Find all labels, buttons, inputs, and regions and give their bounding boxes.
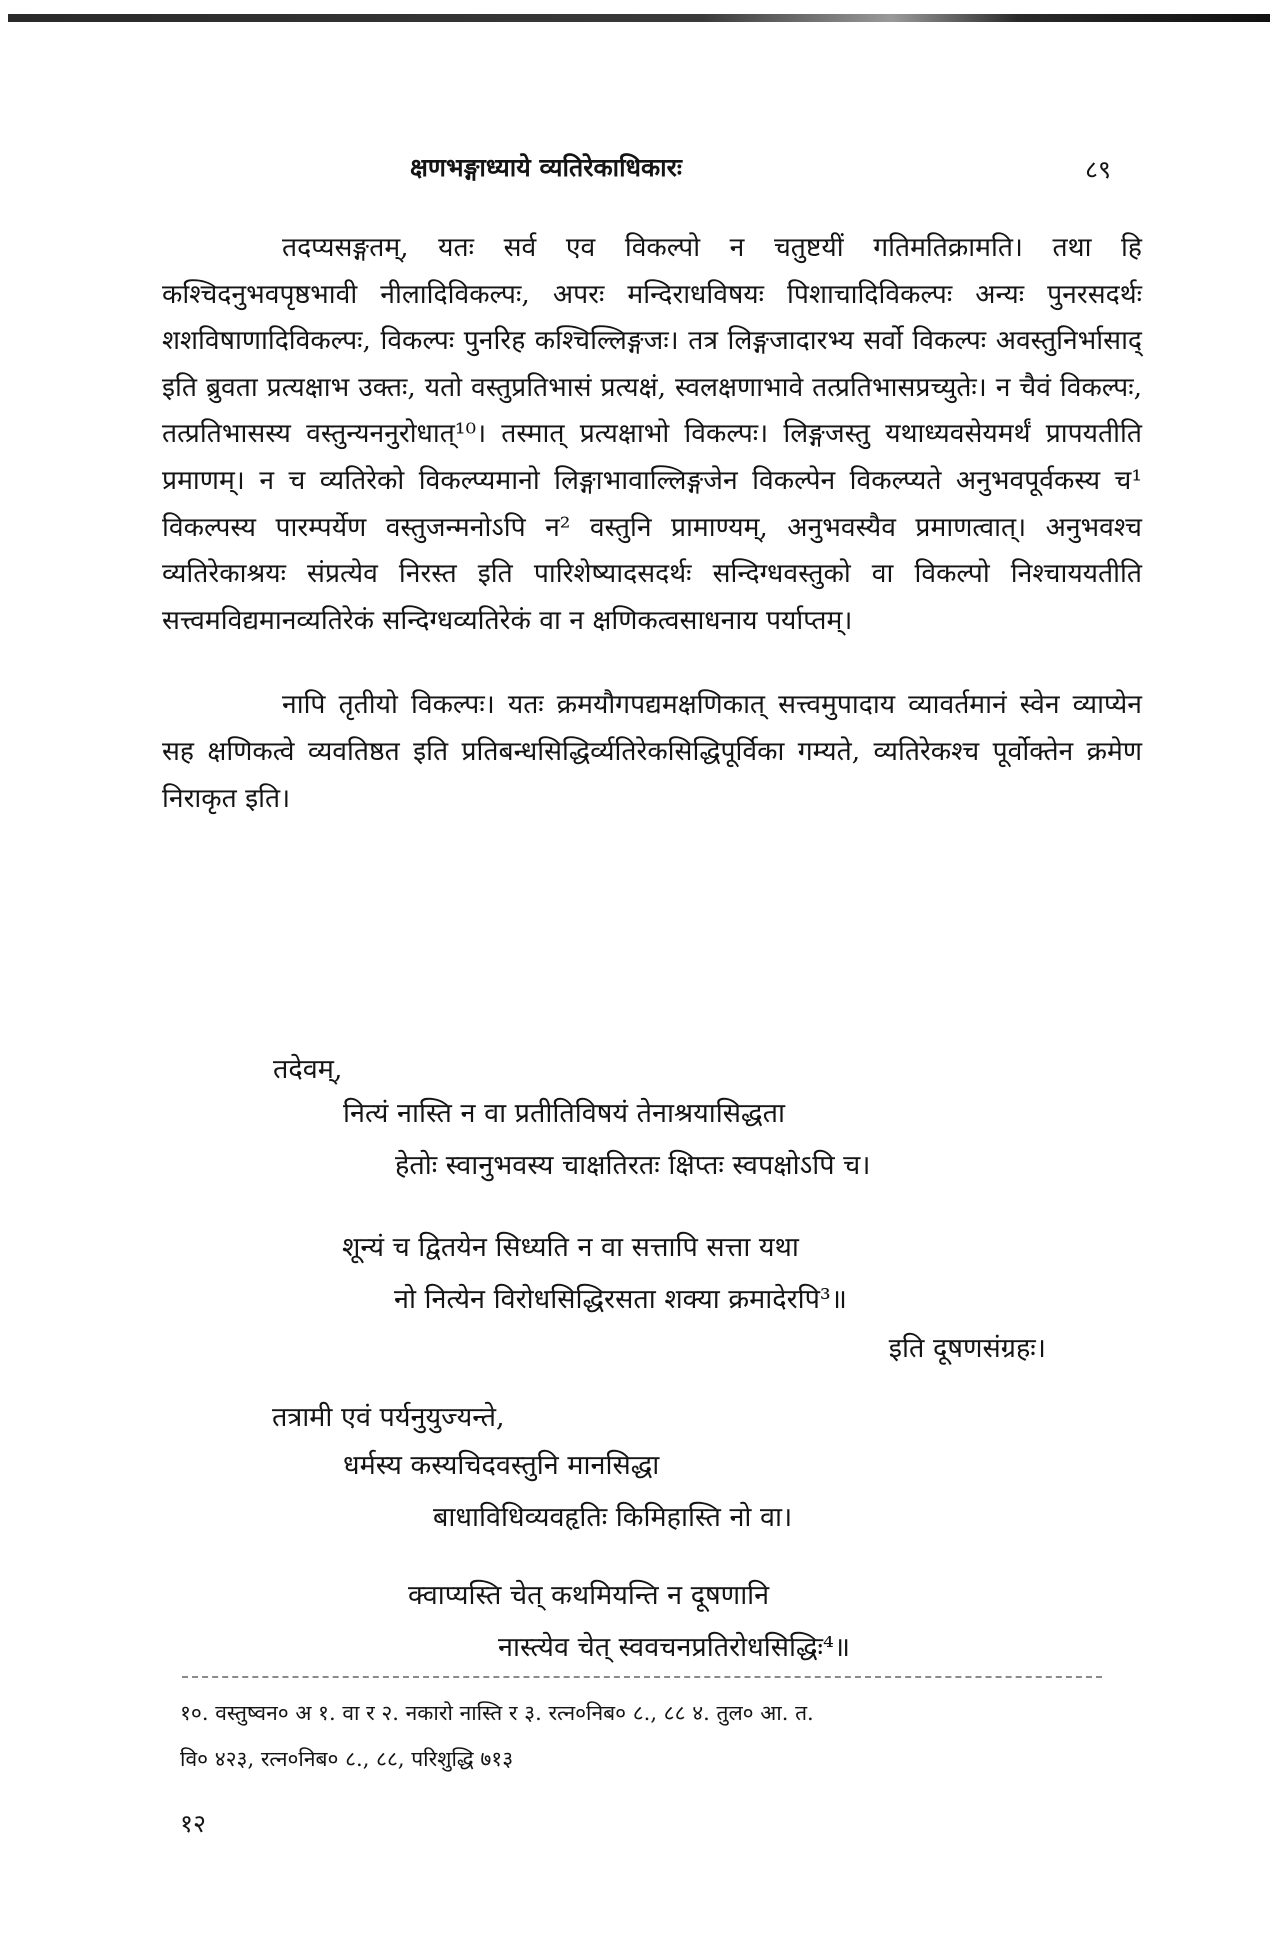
- verse-line: क्वाप्यस्ति चेत् कथमियन्ति न दूषणानि: [408, 1580, 770, 1611]
- conclusion-label: तदेवम्,: [273, 1054, 343, 1085]
- verse-line: हेतोः स्वानुभवस्य चाक्षतिरतः क्षिप्तः स्वपक्षोऽपि च।: [395, 1150, 871, 1181]
- footnotes: [180, 1690, 1140, 1782]
- footnote-line: १०. वस्तुष्वन० अ १. वा र २. नकारो नास्ति र ३. रत्न०निब० ८., ८८ ४. तुल० आ. त.: [180, 1701, 814, 1725]
- top-border-rule: [8, 14, 1270, 22]
- footnote-line: वि० ४२३, रत्न०निब० ८., ८८, परिशुद्धि ७१३: [180, 1747, 514, 1771]
- verse-line: नो नित्येन विरोधसिद्धिरसता शक्या क्रमादेरपि³॥: [394, 1284, 847, 1315]
- verse-line: बाधाविधिव्यवहृतिः किमिहास्ति नो वा।: [433, 1502, 793, 1533]
- signature-mark: १२: [180, 1809, 207, 1838]
- running-head: क्षणभङ्गाध्याये व्यतिरेकाधिकारः: [410, 153, 682, 182]
- verse-3: [343, 1440, 792, 1544]
- verse-line: धर्मस्य कस्यचिदवस्तुनि मानसिद्धा: [343, 1450, 660, 1481]
- colophon: इति दूषणसंग्रहः।: [888, 1333, 1046, 1364]
- verse-4: [408, 1570, 850, 1674]
- verse-line: नित्यं नास्ति न वा प्रतीतिविषयं तेनाश्रयासिद्धता: [343, 1098, 785, 1129]
- verse-line: शून्यं च द्वितयेन सिध्यति न वा सत्तापि सत्ता यथा: [342, 1232, 799, 1263]
- footnote-divider: [182, 1676, 1102, 1678]
- objection-intro: तत्रामी एवं पर्यनुयुज्यन्ते,: [272, 1402, 505, 1433]
- verse-1: [343, 1088, 871, 1192]
- page-header: [0, 150, 1284, 190]
- page-number: ८९: [1085, 155, 1112, 184]
- main-text: [162, 225, 1142, 822]
- paragraph-2: नापि तृतीयो विकल्पः। यतः क्रमयौगपद्यमक्षणिकात् सत्त्वमुपादाय व्यावर्तमानं स्वेन व्याप्येन सह क्षणिकत्वे व्यवतिष्ठत इति प्रतिबन्धसिद्धिर्व्यतिरेकसिद्धिपूर्विका गम्यते, व्यतिरेकश्च पूर्वोक्तेन क्रमेण निराकृत इति।: [162, 689, 1142, 814]
- verse-2: [342, 1222, 847, 1326]
- verse-line: नास्त्येव चेत् स्ववचनप्रतिरोधसिद्धिः⁴॥: [498, 1632, 850, 1663]
- paragraph-1: तदप्यसङ्गतम्, यतः सर्व एव विकल्पो न चतुष्टयीं गतिमतिक्रामति। तथा हि कश्चिदनुभवपृष्ठभावी नीलादिविकल्पः, अपरः मन्दिराधविषयः पिशाचादिविकल्पः अन्यः पुनरसदर्थः शशविषाणादिविकल्पः, विकल्पः पुनरिह कश्चिल्लिङ्गजः। तत्र लिङ्गजादारभ्य सर्वो विकल्पः अवस्तुनिर्भासाद् इति ब्रुवता प्रत्यक्षाभ उक्तः, यतो वस्तुप्रतिभासं प्रत्यक्षं, स्वलक्षणाभावे तत्प्रतिभासप्रच्युतेः। न चैवं विकल्पः, तत्प्रतिभासस्य वस्तुन्यननुरोधात्¹⁰। तस्मात् प्रत्यक्षाभो विकल्पः। लिङ्गजस्तु यथाध्यवसेयमर्थं प्रापयतीति प्रमाणम्। न च व्यतिरेको विकल्प्यमानो लिङ्गाभावाल्लिङ्गजेन विकल्पेन विकल्प्यते अनुभवपूर्वकस्य च¹ विकल्पस्य पारम्पर्येण वस्तुजन्मनोऽपि न² वस्तुनि प्रामाण्यम्, अनुभवस्यैव प्रमाणत्वात्। अनुभवश्च व्यतिरेकाश्रयः संप्रत्येव निरस्त इति पारिशेष्यादसदर्थः सन्दिग्धवस्तुको वा विकल्पो निश्चाययतीति सत्त्वमविद्यमानव्यतिरेकं सन्दिग्धव्यतिरेकं वा न क्षणिकत्वसाधनाय पर्याप्तम्।: [162, 232, 1142, 636]
